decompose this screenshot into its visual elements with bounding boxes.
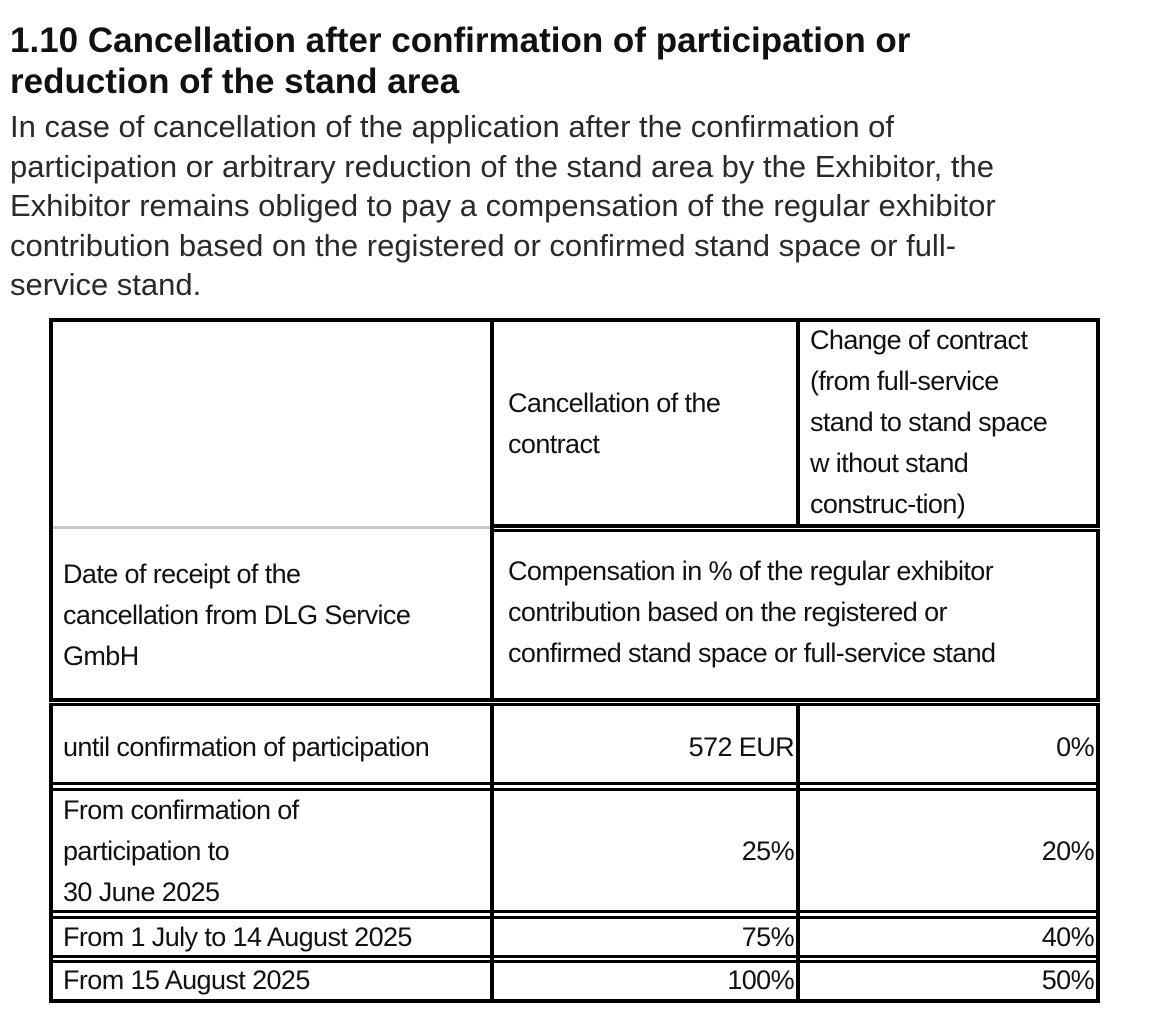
- subheader-date-of-receipt: [63, 554, 410, 677]
- row-period-line: From confirmation of: [63, 795, 299, 825]
- row-cancellation-value: 75%: [741, 922, 794, 952]
- header-line: contract: [508, 429, 600, 459]
- table-border: [53, 526, 490, 529]
- header-line: w ithout stand: [810, 448, 969, 478]
- table-border: [1096, 703, 1100, 1003]
- header-line: stand to stand space: [810, 407, 1048, 437]
- header-line: (from full-service: [810, 366, 999, 396]
- table-border: [490, 318, 494, 702]
- subheader-line: contribution based on the registered or: [508, 597, 947, 627]
- table-border: [1096, 318, 1100, 528]
- subheader-line: GmbH: [63, 641, 139, 671]
- row-change-value: 40%: [1041, 922, 1094, 952]
- intro-line: contribution based on the registered or confirmed stand space or full-: [10, 227, 957, 263]
- table-border: [796, 703, 800, 1003]
- intro-line: In case of cancellation of the application after the confirmation of: [10, 109, 895, 144]
- subheader-compensation-percent: [508, 551, 995, 674]
- intro-line: Exhibitor remains obliged to pay a compensation of the regular exhibitor: [10, 188, 996, 223]
- row-period: [63, 790, 299, 913]
- table-border: [49, 318, 53, 702]
- row-cancellation-value: 572 EUR: [688, 732, 794, 762]
- subheader-line: cancellation from DLG Service: [63, 600, 411, 630]
- row-period: [63, 917, 412, 958]
- table-border: [796, 318, 800, 528]
- table-border: [49, 698, 1100, 702]
- subheader-line: Compensation in % of the regular exhibitor: [508, 556, 994, 586]
- row-cancellation-value: 100%: [727, 965, 794, 995]
- intro-line: service stand.: [10, 267, 202, 302]
- table-border: [49, 703, 53, 1003]
- row-period: [63, 960, 310, 1001]
- row-change-value: 0%: [1056, 732, 1094, 762]
- header-line: construc-tion): [810, 489, 966, 519]
- header-line: Change of contract: [810, 325, 1028, 355]
- row-period-line: From 15 August 2025: [63, 965, 310, 995]
- section-heading-line-1: 1.10 Cancellation after confirmation of participation or: [10, 21, 911, 60]
- subheader-line: Date of receipt of the: [63, 559, 301, 589]
- intro-line: participation or arbitrary reduction of the stand area by the Exhibitor, the: [10, 148, 994, 184]
- row-change-value: 20%: [1041, 836, 1094, 866]
- table-border: [494, 529, 1100, 532]
- table-border: [49, 782, 1100, 785]
- row-cancellation-value: 25%: [741, 836, 794, 866]
- table-border: [1096, 529, 1100, 702]
- row-period: [63, 727, 429, 768]
- header-cancellation-of-contract: [508, 383, 720, 465]
- row-period-line: From 1 July to 14 August 2025: [63, 922, 412, 952]
- row-period-line: 30 June 2025: [63, 877, 220, 907]
- row-period-line: until confirmation of participation: [63, 732, 430, 762]
- header-change-of-contract: [810, 320, 1047, 525]
- table-border: [49, 703, 1100, 706]
- section-heading-line-2: reduction of the stand area: [10, 62, 460, 101]
- header-line: Cancellation of the: [508, 388, 721, 418]
- table-border: [490, 703, 494, 1003]
- row-change-value: 50%: [1041, 965, 1094, 995]
- row-period-line: participation to: [63, 836, 230, 866]
- subheader-line: confirmed stand space or full-service stand: [508, 638, 996, 668]
